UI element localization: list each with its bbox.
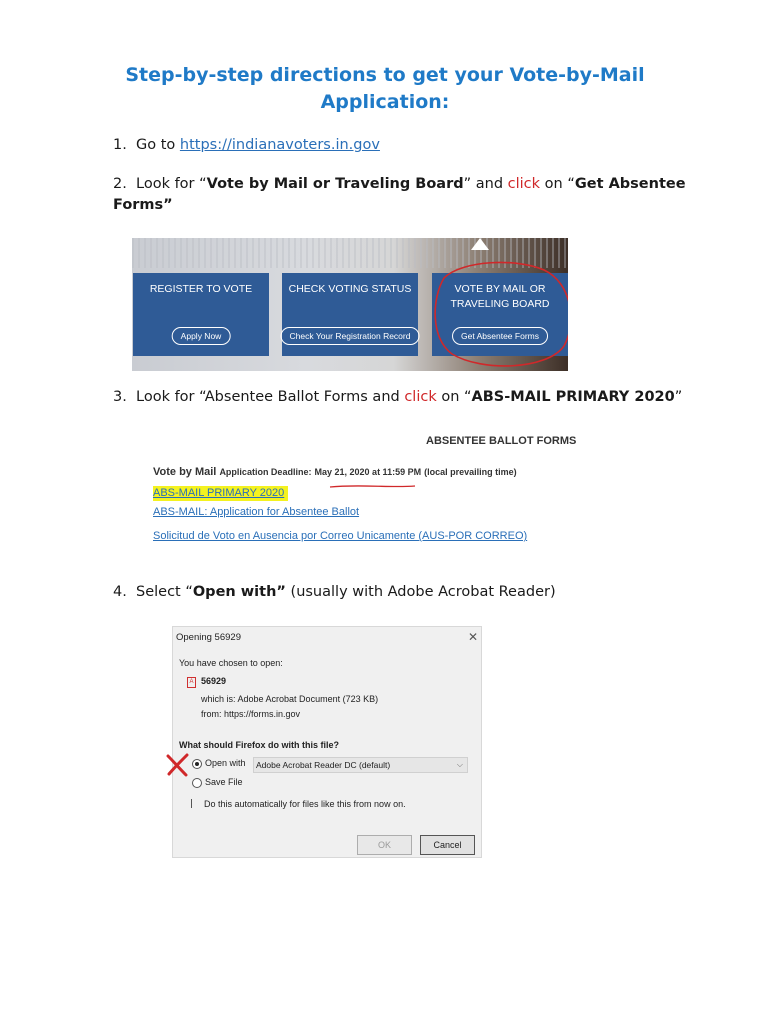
file-name: 56929 (201, 676, 227, 686)
abs-mail-application-link[interactable]: ABS-MAIL: Application for Absentee Ballot (153, 506, 360, 518)
step-3 (113, 387, 723, 408)
ok-button[interactable]: OK (357, 835, 412, 855)
open-with-label: Open with (205, 758, 246, 768)
step-2 (113, 174, 723, 216)
highlighted-link-text: ABS-MAIL PRIMARY 2020 (153, 486, 288, 501)
step-4 (113, 582, 556, 603)
tile-title: CHECK VOTING STATUS (288, 283, 412, 295)
close-icon[interactable]: ✕ (467, 630, 478, 644)
cancel-button[interactable]: Cancel (420, 835, 475, 855)
absentee-forms-screenshot (150, 430, 590, 555)
save-file-label: Save File (205, 777, 243, 787)
auto-label: Do this automatically for files like this from now on. (204, 799, 406, 809)
file-source: from: https://forms.in.gov (201, 709, 301, 719)
apply-now-button[interactable]: Apply Now (172, 327, 231, 345)
page-title: Step-by-step directions to get your Vote-by-Mail Application: (125, 64, 645, 113)
step-text: ” and (463, 176, 508, 192)
application-select[interactable] (253, 757, 468, 773)
voter-portal-screenshot (132, 238, 568, 371)
step-number: 4. (113, 584, 127, 600)
file-type: which is: Adobe Acrobat Document (723 KB) (201, 694, 379, 704)
step-text: on “ (540, 176, 575, 192)
red-underline-annotation (150, 430, 590, 555)
tile-title: VOTE BY MAIL OR TRAVELING BOARD (450, 283, 550, 310)
absentee-heading: ABSENTEE BALLOT FORMS (426, 435, 577, 447)
firefox-open-dialog (172, 626, 482, 858)
save-file-radio[interactable] (192, 778, 202, 788)
step-bold-text: Get Absentee Forms” (113, 176, 686, 213)
step-text: Go to (136, 137, 180, 153)
pdf-file-icon: A (187, 677, 196, 688)
deadline-note: (local prevailing time) (424, 467, 517, 477)
click-word: click (507, 176, 541, 192)
click-word: click (404, 389, 437, 405)
open-with-radio[interactable] (192, 759, 202, 769)
vbm-label: Vote by Mail (153, 466, 217, 478)
red-x-mark-icon (165, 752, 191, 778)
step-number: 2. (113, 176, 127, 192)
step-text: (usually with Adobe Acrobat Reader) (285, 584, 556, 600)
step-text: Look for “Absentee Ballot Forms and (136, 389, 405, 405)
auto-checkbox[interactable] (191, 799, 192, 808)
step-1 (113, 135, 380, 156)
spanish-form-link[interactable]: Solicitud de Voto en Ausencia por Correo Unicamente (AUS-POR CORREO) (153, 530, 528, 542)
step-text: ” (674, 389, 683, 405)
chosen-text: You have chosen to open: (179, 658, 283, 668)
step-text: Select “ (136, 584, 193, 600)
step-bold-text: Vote by Mail or Traveling Board (206, 176, 464, 192)
chevron-down-icon: ⌵ (456, 760, 463, 769)
step-text: Look for “ (136, 176, 207, 192)
dialog-title: Opening 56929 (176, 632, 241, 643)
step-number: 1. (113, 137, 127, 153)
step-number: 3. (113, 389, 127, 405)
check-registration-button[interactable]: Check Your Registration Record (281, 327, 420, 345)
tile-title: REGISTER TO VOTE (149, 283, 253, 295)
dialog-question: What should Firefox do with this file? (179, 740, 339, 750)
step-text: on “ (436, 389, 472, 405)
get-absentee-forms-button[interactable]: Get Absentee Forms (452, 327, 548, 345)
step-bold-text: ABS-MAIL PRIMARY 2020 (471, 389, 675, 405)
step-bold-text: Open with” (192, 584, 286, 600)
indianavoters-link[interactable]: https://indianavoters.in.gov (179, 137, 380, 153)
deadline-label: Application Deadline: (219, 467, 312, 477)
application-value: Adobe Acrobat Reader DC (default) (256, 760, 391, 770)
red-circle-annotation (132, 238, 568, 371)
deadline-value: May 21, 2020 at 11:59 PM (314, 467, 422, 477)
